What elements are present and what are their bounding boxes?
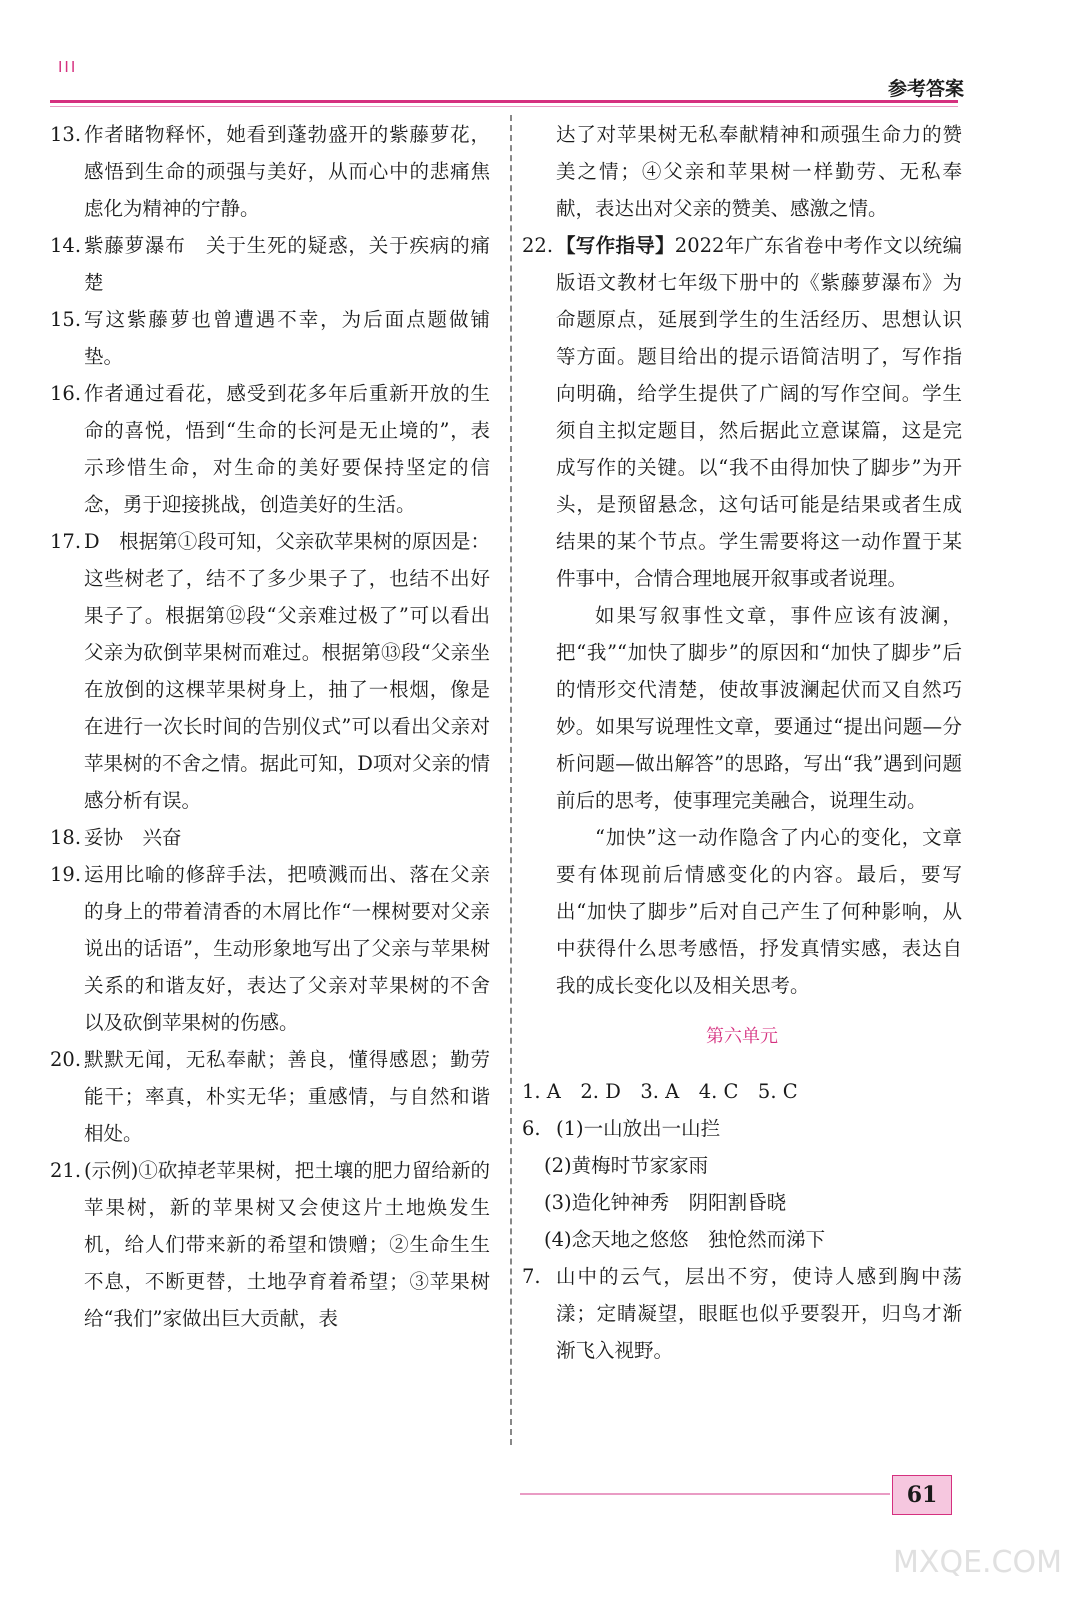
answer-number: 15. — [50, 308, 82, 331]
left-column — [50, 116, 490, 1337]
answer-text: (1)一山放出一山拦 — [556, 1117, 721, 1140]
answer-19 — [50, 856, 490, 1041]
answer-text: 紫藤萝瀑布 关于生死的疑惑，关于疾病的痛楚 — [84, 234, 490, 294]
answer-14 — [50, 227, 490, 301]
answer-17 — [50, 523, 490, 819]
page-header-title: 参考答案 — [887, 78, 964, 100]
answer-text: 山中的云气，层出不穷，使诗人感到胸中荡漾；定睛凝望，眼眶也似乎要裂开，归鸟才渐渐飞入视野。 — [556, 1265, 962, 1362]
answer-text: 作者通过看花，感受到花多年后重新开放的生命的喜悦，悟到“生命的长河是无止境的”，表示珍惜生命，对生命的美好要保持坚定的信念，勇于迎接挑战，创造美好的生活。 — [84, 382, 490, 516]
answer-text: 达了对苹果树无私奉献精神和顽强生命力的赞美之情；④父亲和苹果树一样勤劳、无私奉献，表达出对父亲的赞美、感激之情。 — [556, 123, 962, 220]
answer-6-item: (2)黄梅时节家家雨 — [544, 1154, 709, 1177]
answer-22-paragraph-3: “加快”这一动作隐含了内心的变化，文章要有体现前后情感变化的内容。最后，要写出“加快了脚步”后对自己产生了何种影响，从中获得什么思考感悟，抒发真情实感，表达自我的成长变化以及相关思考。 — [556, 826, 962, 997]
answer-18 — [50, 819, 490, 856]
answer-text: 妥协 兴奋 — [84, 826, 182, 849]
answer-13 — [50, 116, 490, 227]
answer-text: 作者睹物释怀，她看到蓬勃盛开的紫藤萝花，感悟到生命的顽强与美好，从而心中的悲痛焦虑化为精神的宁静。 — [84, 123, 490, 220]
footer-rule — [520, 1493, 890, 1495]
answer-number: 18. — [50, 826, 82, 849]
page-number: 61 — [892, 1475, 952, 1515]
answer-number: 22. — [522, 234, 554, 257]
answer-number: 21. — [50, 1159, 82, 1182]
answer-21-continued — [522, 116, 962, 227]
header-mark: III — [58, 58, 78, 76]
answer-1-5 — [522, 1073, 962, 1110]
right-column — [522, 116, 962, 1369]
answer-text: 默默无闻，无私奉献；善良，懂得感恩；勤劳能干；率真，朴实无华；重感情，与自然和谐相处。 — [84, 1048, 490, 1145]
answer-21 — [50, 1152, 490, 1337]
answer-number: 16. — [50, 382, 82, 405]
header-rule — [50, 100, 958, 103]
column-divider — [510, 115, 512, 1445]
header-rule-thin — [50, 106, 958, 107]
answer-number: 17. — [50, 530, 82, 553]
answer-22 — [522, 227, 962, 597]
answer-number: 7. — [522, 1265, 541, 1288]
answer-number: 6. — [522, 1117, 541, 1140]
answer-6-item: (3)造化钟神秀 阴阳割昏晓 — [544, 1191, 787, 1214]
answer-text: 运用比喻的修辞手法，把喷溅而出、落在父亲的身上的带着清香的木屑比作“一棵树要对父亲说出的话语”，生动形象地写出了父亲与苹果树关系的和谐友好，表达了父亲对苹果树的不舍以及砍倒苹果树的伤感。 — [84, 863, 490, 1034]
answer-text: 2022年广东省卷中考作文以统编版语文教材七年级下册中的《紫藤萝瀑布》为命题原点，延展到学生的生活经历、思想认识等方面。题目给出的提示语简洁明了，写作指向明确，给学生提供了广阔的写作空间。学生须自主拟定题目，然后据此立意谋篇，这是完成写作的关键。以“我不由得加快了脚步”为开头，是预留悬念，这句话可能是结果或者生成结果的某个节点。学生需要将这一动作置于某件事中，合情合理地展开叙事或者说理。 — [556, 234, 962, 590]
answer-7 — [522, 1258, 962, 1369]
answer-text: D 根据第①段可知，父亲砍苹果树的原因是：这些树老了，结不了多少果子了，也结不出好果子了。根据第⑫段“父亲难过极了”可以看出父亲为砍倒苹果树而难过。根据第⑬段“父亲坐在放倒的这棵苹果树身上，抽了一根烟，像是在进行一次长时间的告别仪式”可以看出父亲对苹果树的不舍之情。据此可知，D项对父亲的情感分析有误。 — [84, 530, 490, 812]
section-title: 第六单元 — [706, 1026, 778, 1047]
answer-text: 1. A 2. D 3. A 4. C 5. C — [522, 1080, 798, 1103]
answer-number: 14. — [50, 234, 82, 257]
answer-text: 写这紫藤萝也曾遭遇不幸，为后面点题做铺垫。 — [84, 308, 490, 368]
answer-number: 19. — [50, 863, 82, 886]
writing-guide-label: 【写作指导】 — [556, 234, 675, 257]
answer-15 — [50, 301, 490, 375]
watermark: MXQE.COM — [893, 1545, 1062, 1580]
answer-number: 13. — [50, 123, 82, 146]
answer-22-paragraph-2: 如果写叙事性文章，事件应该有波澜，把“我”“加快了脚步”的原因和“加快了脚步”后的情形交代清楚，使故事波澜起伏而又自然巧妙。如果写说理性文章，要通过“提出问题—分析问题—做出解答”的思路，写出“我”遇到问题前后的思考，使事理完美融合，说理生动。 — [556, 604, 962, 812]
answer-text: (示例)①砍掉老苹果树，把土壤的肥力留给新的苹果树，新的苹果树又会使这片土地焕发生机，给人们带来新的希望和馈赠；②生命生生不息，不断更替，土地孕育着希望；③苹果树给“我们”家做出巨大贡献，表 — [84, 1159, 490, 1330]
answer-16 — [50, 375, 490, 523]
answer-6 — [522, 1110, 962, 1147]
answer-6-item: (4)念天地之悠悠 独怆然而涕下 — [544, 1228, 826, 1251]
answer-20 — [50, 1041, 490, 1152]
answer-number: 20. — [50, 1048, 82, 1071]
